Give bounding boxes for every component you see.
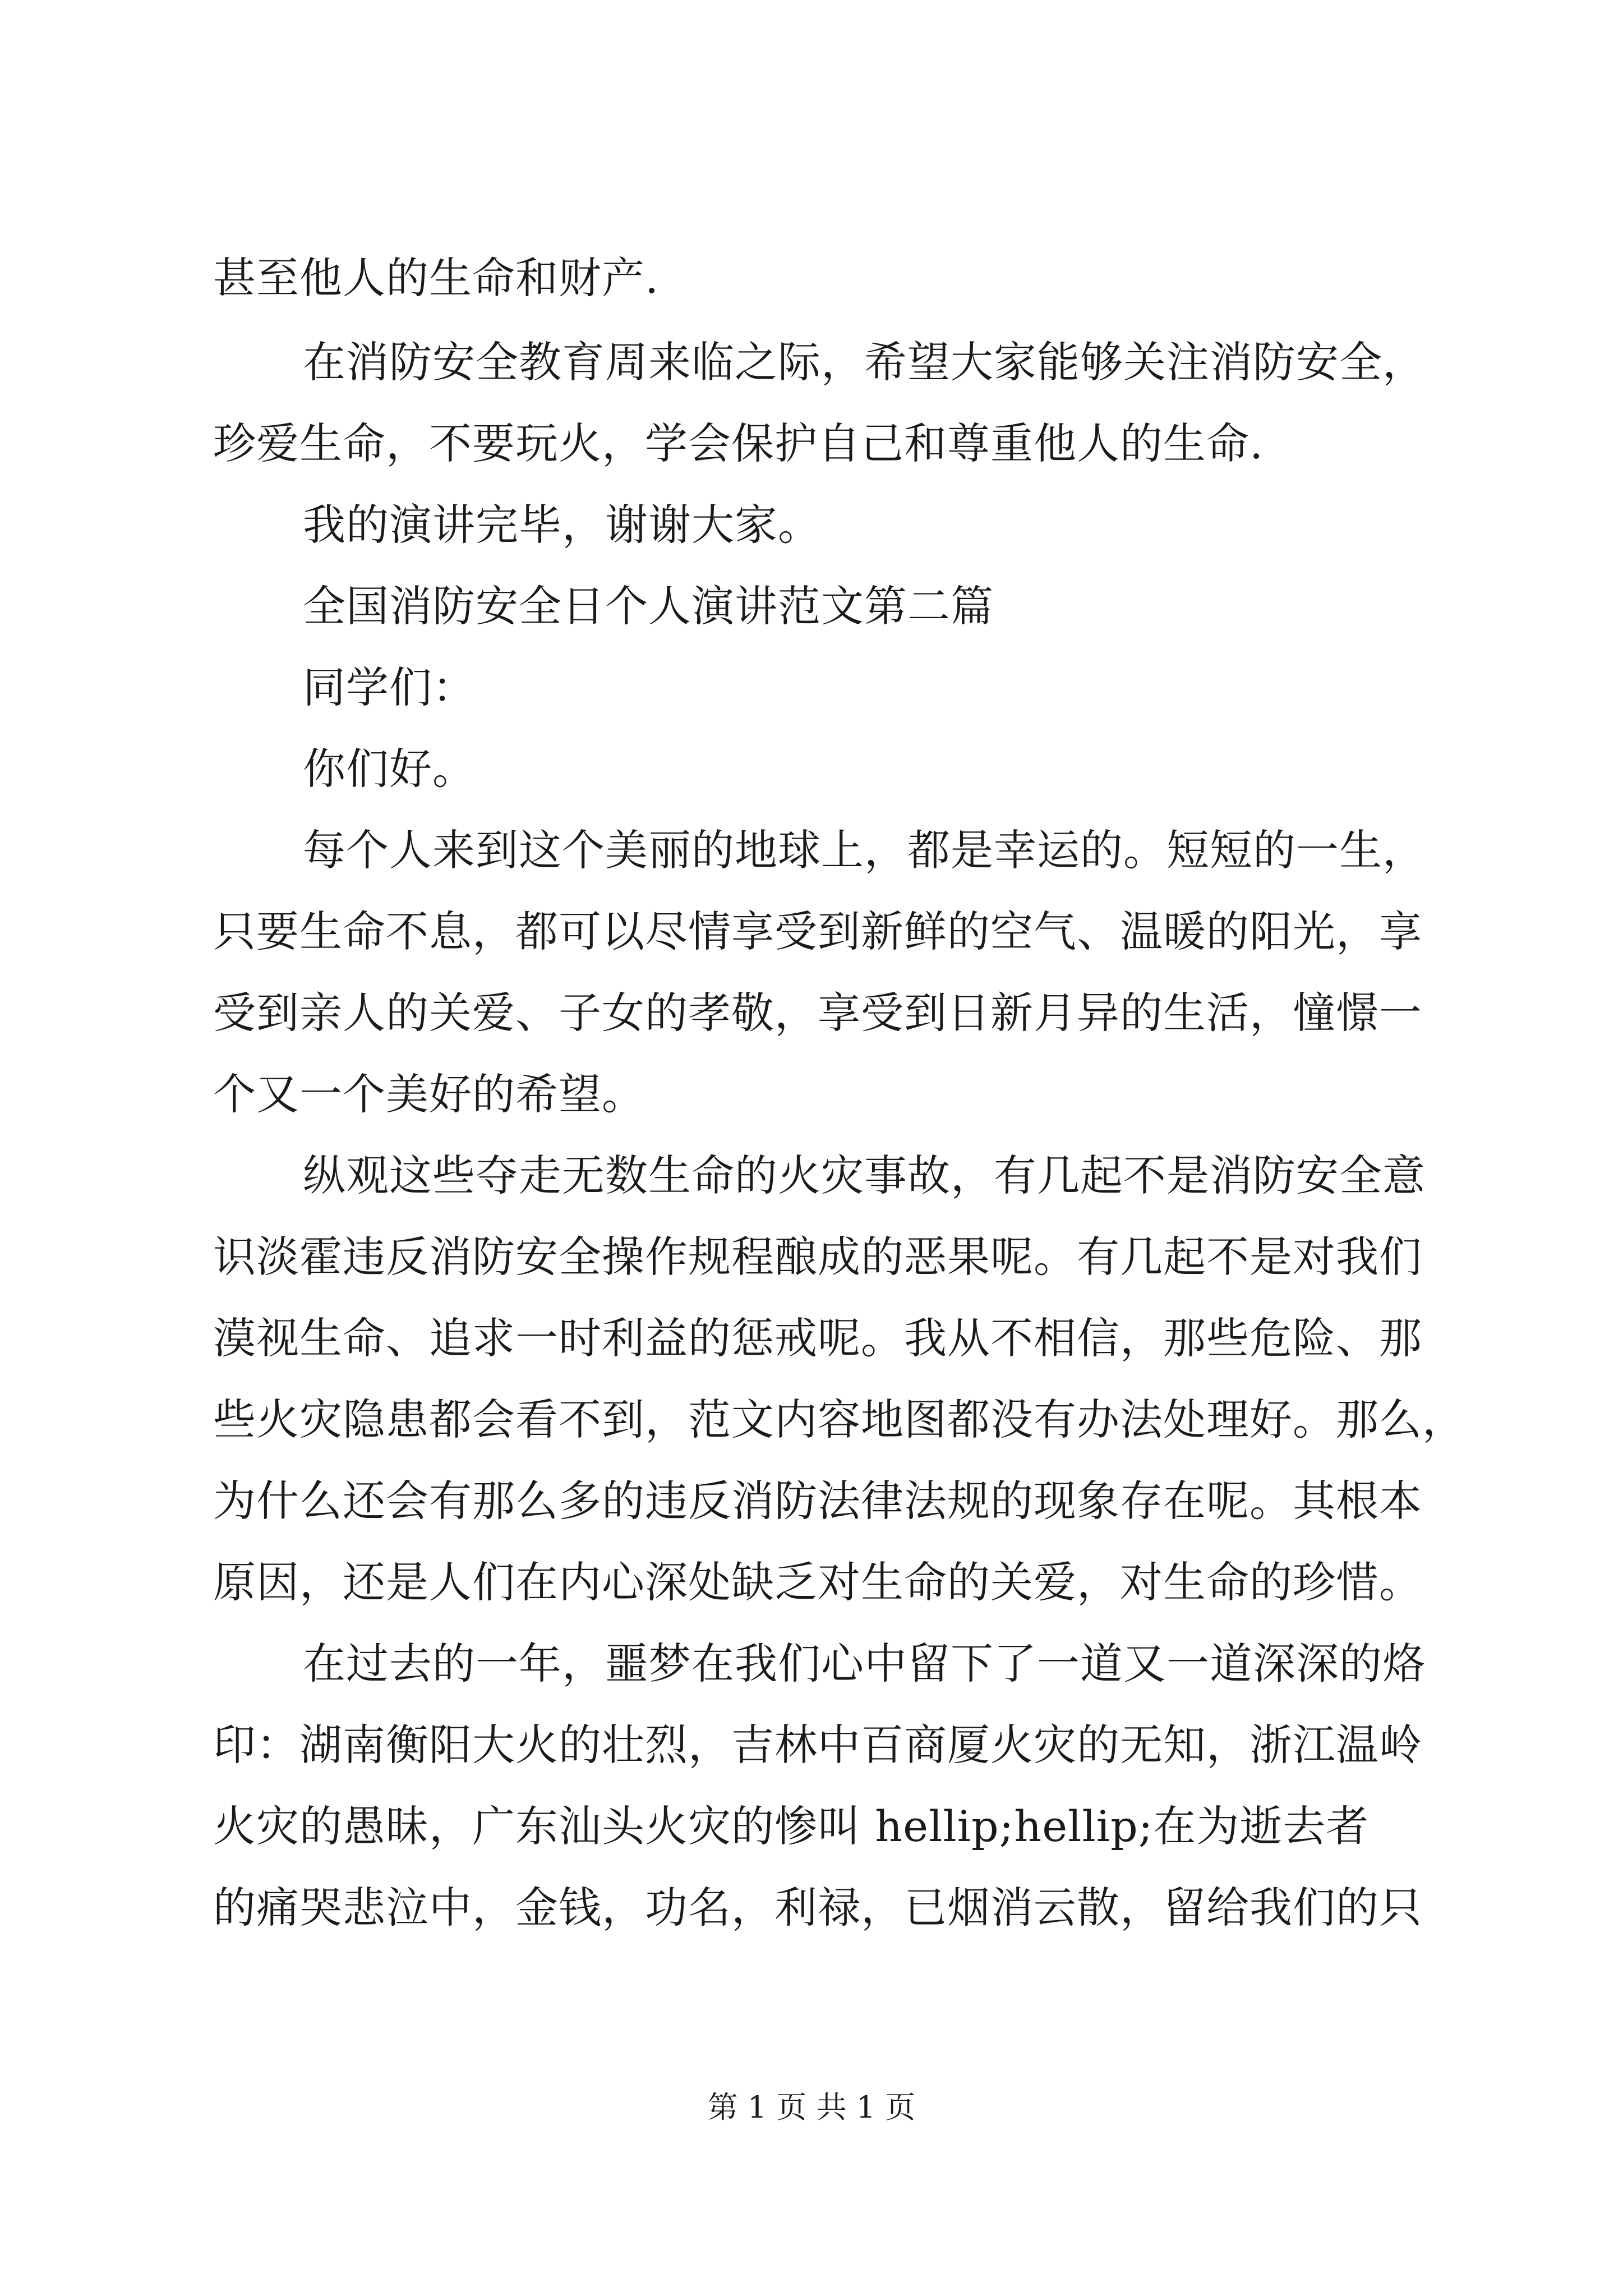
paragraph-line: 些火灾隐患都会看不到，范文内容地图都没有办法处理好。那么， (213, 1395, 1465, 1444)
paragraph-line: 火灾的愚昧，广东汕头火灾的惨叫 hellip;hellip;在为逝去者 (213, 1801, 1370, 1851)
paragraph-line: 原因，还是人们在内心深处缺乏对生命的关爱，对生命的珍惜。 (213, 1557, 1422, 1607)
paragraph-line: 在过去的一年，噩梦在我们心中留下了一道又一道深深的烙 (303, 1639, 1426, 1688)
section-heading: 全国消防安全日个人演讲范文第二篇 (303, 581, 994, 631)
paragraph-line: 甚至他人的生命和财产. (213, 253, 660, 303)
greeting: 你们好。 (303, 744, 476, 794)
paragraph-line: 珍爱生命，不要玩火，学会保护自己和尊重他人的生命. (213, 418, 1264, 468)
paragraph-line: 只要生命不息，都可以尽情享受到新鲜的空气、温暖的阳光，享 (213, 907, 1422, 956)
paragraph-line: 纵观这些夺走无数生命的火灾事故，有几起不是消防安全意 (303, 1151, 1426, 1200)
paragraph-line: 识淡霍违反消防安全操作规程酿成的恶果呢。有几起不是对我们 (213, 1232, 1422, 1282)
paragraph-line: 为什么还会有那么多的违反消防法律法规的现象存在呢。其根本 (213, 1476, 1422, 1526)
paragraph-line: 在消防安全教育周来临之际，希望大家能够关注消防安全， (303, 337, 1426, 387)
paragraph-line: 个又一个美好的希望。 (213, 1069, 645, 1119)
paragraph-line: 每个人来到这个美丽的地球上，都是幸运的。短短的一生， (303, 825, 1426, 875)
paragraph-line: 受到亲人的关爱、子女的孝敬，享受到日新月异的生活，憧憬一 (213, 988, 1422, 1038)
paragraph-line: 印：湖南衡阳大火的壮烈，吉林中百商厦火灾的无知，浙江温岭 (213, 1720, 1422, 1770)
paragraph-line: 我的演讲完毕，谢谢大家。 (303, 500, 821, 550)
page-footer: 第 1 页 共 1 页 (707, 2090, 916, 2125)
paragraph-line: 漠视生命、追求一时利益的惩戒呢。我从不相信，那些危险、那 (213, 1313, 1422, 1363)
paragraph-line: 的痛哭悲泣中，金钱，功名，利禄，已烟消云散，留给我们的只 (213, 1883, 1422, 1932)
salutation: 同学们： (303, 662, 476, 712)
